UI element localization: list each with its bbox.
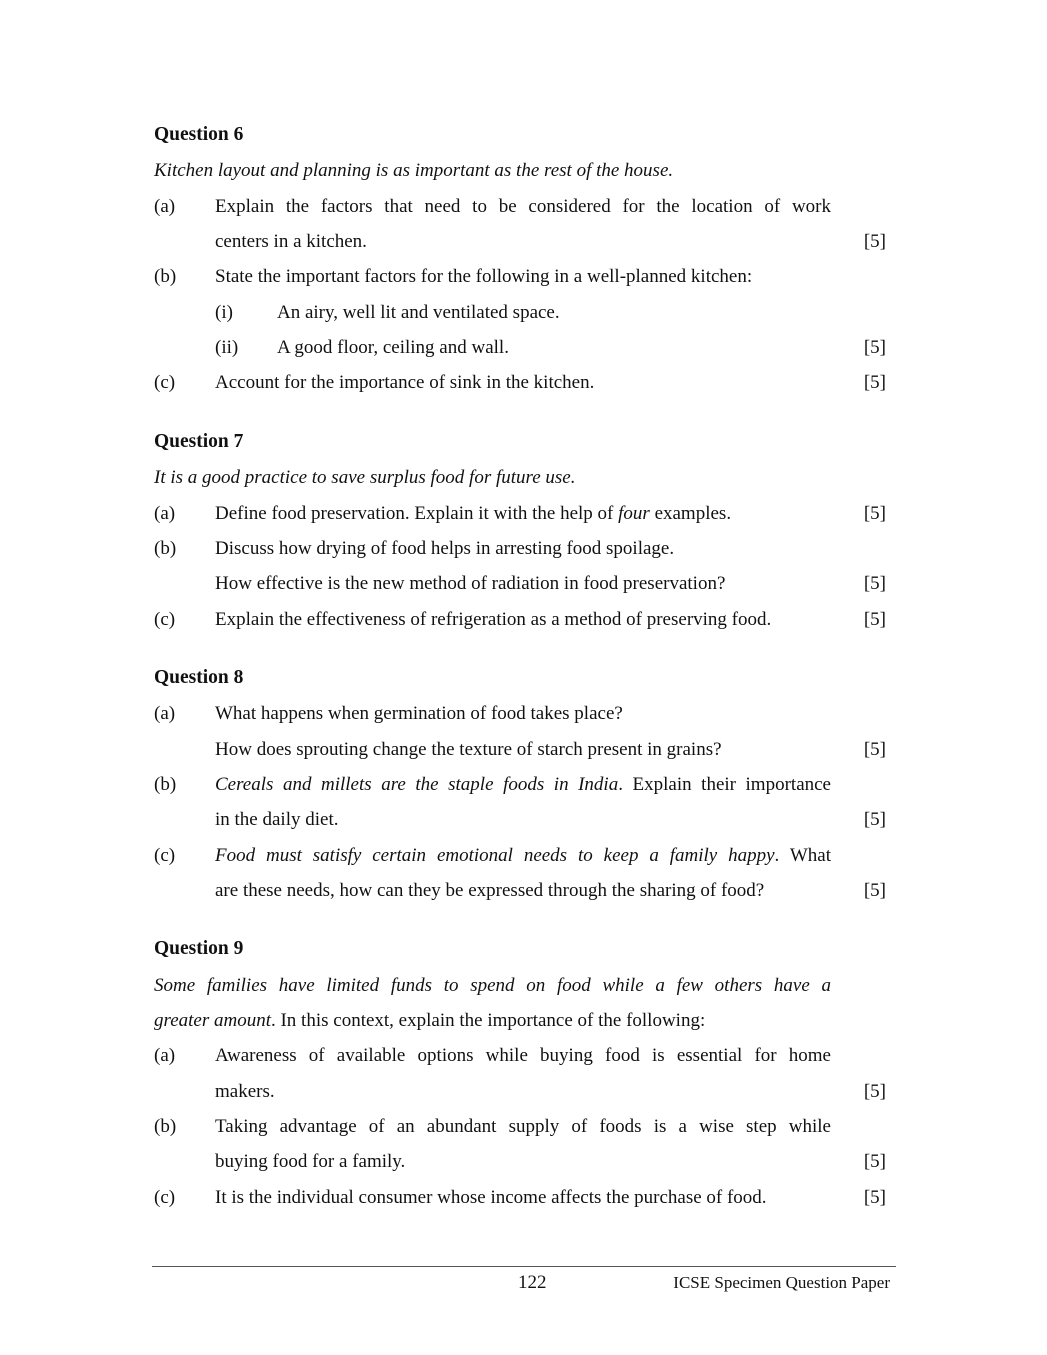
part-text bbox=[215, 502, 731, 526]
marks: [5] bbox=[863, 739, 886, 760]
footer-divider bbox=[152, 1266, 896, 1267]
part-text: centers in a kitchen. bbox=[215, 231, 367, 252]
marks: [5] bbox=[863, 1081, 886, 1102]
part-label: (c) bbox=[154, 609, 176, 630]
q8-part-c bbox=[154, 844, 886, 868]
marks: [5] bbox=[863, 880, 886, 901]
part-text bbox=[215, 773, 831, 797]
q7-part-a bbox=[154, 502, 886, 526]
q8-part-a bbox=[154, 702, 886, 726]
part-text: Explain the factors that need to be considered for the location of work bbox=[215, 196, 831, 217]
part-text: How effective is the new method of radiation in food preservation? bbox=[215, 573, 726, 594]
q8-part-c-cont bbox=[154, 879, 886, 903]
marks: [5] bbox=[863, 372, 886, 393]
part-text: Discuss how drying of food helps in arresting food spoilage. bbox=[215, 538, 675, 559]
q9-part-a bbox=[154, 1044, 886, 1068]
part-text: are these needs, how can they be expressed through the sharing of food? bbox=[215, 880, 765, 901]
marks: [5] bbox=[863, 1187, 886, 1208]
question-7-intro: It is a good practice to save surplus food for future use. bbox=[154, 467, 576, 488]
q9-part-a-cont bbox=[154, 1080, 886, 1104]
marks: [5] bbox=[863, 1151, 886, 1172]
question-8-heading: Question 8 bbox=[154, 667, 244, 688]
part-text: makers. bbox=[215, 1081, 275, 1102]
part-text: It is the individual consumer whose income affects the purchase of food. bbox=[215, 1187, 767, 1208]
sub-label: (ii) bbox=[215, 337, 239, 358]
part-text: What happens when germination of food takes place? bbox=[215, 703, 623, 724]
text-run: . What bbox=[774, 845, 831, 866]
marks: [5] bbox=[863, 337, 886, 358]
part-label: (a) bbox=[154, 503, 176, 524]
text-run: . In this context, explain the importance of the following: bbox=[270, 1010, 706, 1031]
marks: [5] bbox=[863, 231, 886, 252]
text-run: . Explain their importance bbox=[618, 774, 831, 795]
part-label: (c) bbox=[154, 372, 176, 393]
q7-part-c bbox=[154, 608, 886, 632]
part-label: (b) bbox=[154, 266, 177, 287]
q6-part-b-ii bbox=[154, 336, 886, 360]
part-label: (a) bbox=[154, 1045, 176, 1066]
emphasis: four bbox=[618, 503, 650, 524]
text-run: examples. bbox=[649, 503, 732, 524]
part-text: State the important factors for the following in a well-planned kitchen: bbox=[215, 266, 753, 287]
part-text bbox=[215, 844, 831, 868]
marks: [5] bbox=[863, 503, 886, 524]
question-6-intro: Kitchen layout and planning is as important as the rest of the house. bbox=[154, 160, 674, 181]
q8-part-b bbox=[154, 773, 886, 797]
part-label: (b) bbox=[154, 538, 177, 559]
question-6-heading: Question 6 bbox=[154, 124, 244, 145]
part-label: (c) bbox=[154, 1187, 176, 1208]
part-text: Taking advantage of an abundant supply of foods is a wise step while bbox=[215, 1116, 831, 1137]
question-9-intro-line2 bbox=[154, 1009, 705, 1033]
q7-part-b-cont bbox=[154, 572, 886, 596]
q9-part-b bbox=[154, 1115, 886, 1139]
q6-part-a-cont bbox=[154, 230, 886, 254]
question-7-heading: Question 7 bbox=[154, 431, 244, 452]
q6-part-a bbox=[154, 195, 886, 219]
marks: [5] bbox=[863, 809, 886, 830]
sub-text: A good floor, ceiling and wall. bbox=[277, 337, 509, 358]
part-text: Account for the importance of sink in the kitchen. bbox=[215, 372, 595, 393]
part-text: Awareness of available options while buying food is essential for home bbox=[215, 1045, 831, 1066]
part-label: (c) bbox=[154, 845, 176, 866]
emphasis: Food must satisfy certain emotional needs to keep a family happy bbox=[215, 845, 775, 866]
q8-part-b-cont bbox=[154, 808, 886, 832]
footer-title: ICSE Specimen Question Paper bbox=[673, 1273, 890, 1292]
q8-part-a-cont bbox=[154, 738, 886, 762]
marks: [5] bbox=[863, 573, 886, 594]
part-text: How does sprouting change the texture of starch present in grains? bbox=[215, 739, 722, 760]
sub-text: An airy, well lit and ventilated space. bbox=[277, 302, 560, 323]
part-text: buying food for a family. bbox=[215, 1151, 406, 1172]
q9-part-c bbox=[154, 1186, 886, 1210]
q6-part-b-i bbox=[154, 301, 886, 325]
text-run: Define food preservation. Explain it with the help of bbox=[215, 503, 619, 524]
part-label: (b) bbox=[154, 1116, 177, 1137]
question-9-intro-line1: Some families have limited funds to spend on food while a few others have a bbox=[154, 975, 831, 996]
q7-part-b bbox=[154, 537, 886, 561]
marks: [5] bbox=[863, 609, 886, 630]
part-text: in the daily diet. bbox=[215, 809, 339, 830]
emphasis: greater amount bbox=[154, 1010, 271, 1031]
question-9-heading: Question 9 bbox=[154, 938, 244, 959]
part-label: (b) bbox=[154, 774, 177, 795]
q6-part-c bbox=[154, 371, 886, 395]
part-label: (a) bbox=[154, 196, 176, 217]
emphasis: Cereals and millets are the staple foods in India bbox=[215, 774, 619, 795]
part-text: Explain the effectiveness of refrigeration as a method of preserving food. bbox=[215, 609, 772, 630]
q6-part-b bbox=[154, 265, 886, 289]
q9-part-b-cont bbox=[154, 1150, 886, 1174]
part-label: (a) bbox=[154, 703, 176, 724]
sub-label: (i) bbox=[215, 302, 233, 323]
page-number: 122 bbox=[518, 1272, 547, 1293]
